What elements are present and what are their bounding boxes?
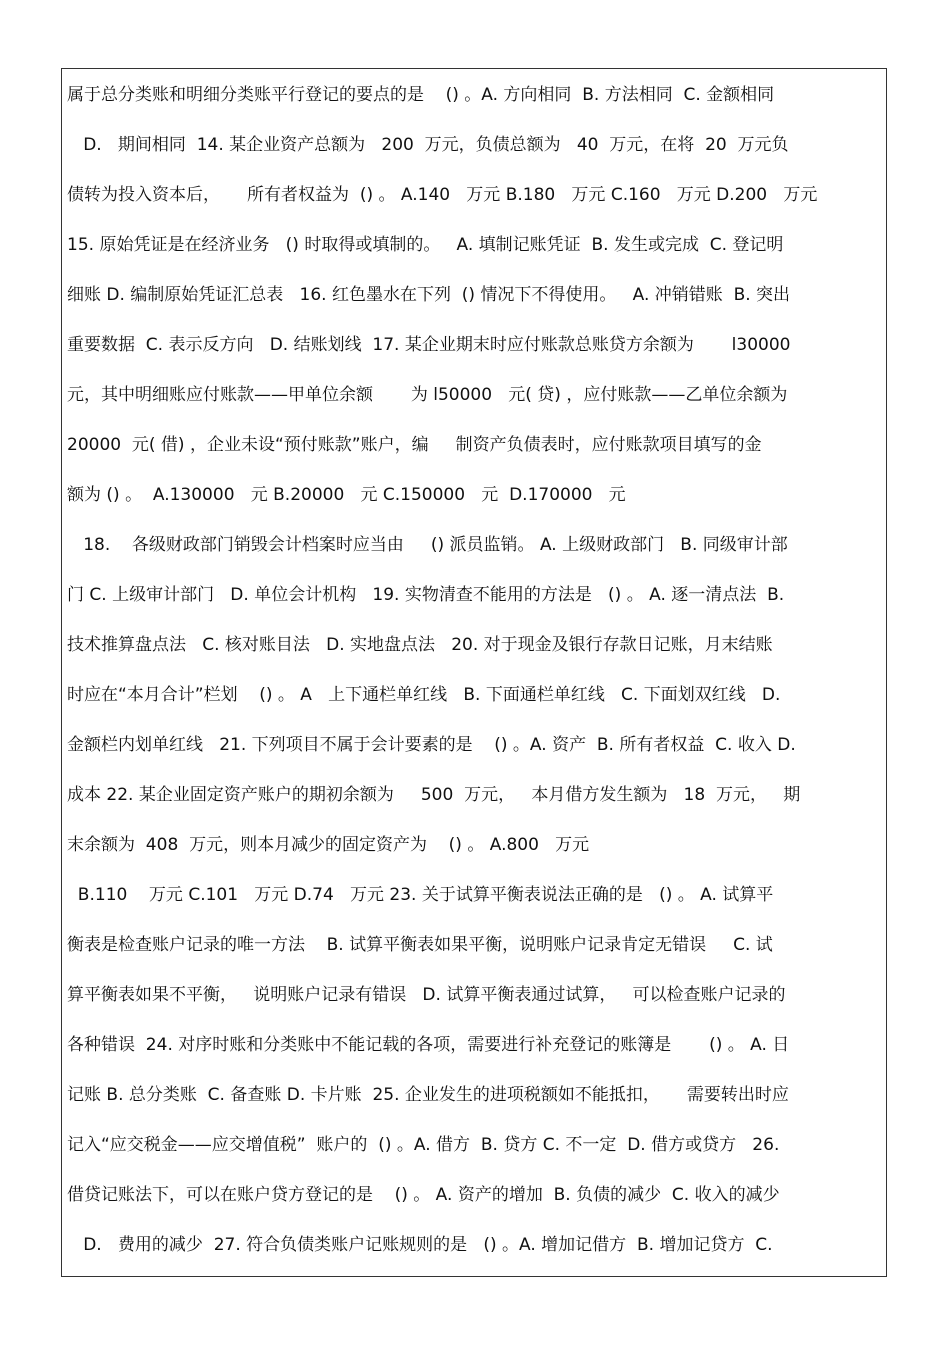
text-line: 各种错误 24. 对序时账和分类账中不能记载的各项，需要进行补充登记的账簿是 () 。 A. 日 <box>67 1035 790 1055</box>
text-line: 20000 元( 借) ，企业未设“预付账款”账户，编 制资产负债表时，应付账款项目填写的金 <box>67 435 762 455</box>
document-text <box>67 70 885 1270</box>
text-line: D. 费用的减少 27. 符合负债类账户记账规则的是 () 。A. 增加记借方 B. 增加记贷方 C. <box>67 1235 773 1255</box>
text-line: 借贷记账法下，可以在账户贷方登记的是 () 。 A. 资产的增加 B. 负债的减少 C. 收入的减少 <box>67 1185 780 1205</box>
text-line: 元，其中明细账应付账款——甲单位余额 为 l50000 元( 贷) ，应付账款——乙单位余额为 <box>67 385 788 405</box>
text-line: 衡表是检查账户记录的唯一方法 B. 试算平衡表如果平衡，说明账户记录肯定无错误 C. 试 <box>67 935 773 955</box>
text-line: 金额栏内划单红线 21. 下列项目不属于会计要素的是 () 。A. 资产 B. 所有者权益 C. 收入 D. <box>67 735 796 755</box>
text-line: 属于总分类账和明细分类账平行登记的要点的是 () 。A. 方向相同 B. 方法相同 C. 金额相同 <box>67 85 775 105</box>
text-line: 时应在“本月合计”栏划 () 。 A 上下通栏单红线 B. 下面通栏单红线 C. 下面划双红线 D. <box>67 685 781 705</box>
text-line: D. 期间相同 14. 某企业资产总额为 200 万元，负债总额为 40 万元，在将 20 万元负 <box>67 135 789 155</box>
text-line: 成本 22. 某企业固定资产账户的期初余额为 500 万元， 本月借方发生额为 18 万元， 期 <box>67 785 801 805</box>
text-line: 记入“应交税金——应交增值税” 账户的 () 。A. 借方 B. 贷方 C. 不一定 D. 借方或贷方 26. <box>67 1135 780 1155</box>
text-line: 重要数据 C. 表示反方向 D. 结账划线 17. 某企业期末时应付账款总账贷方余额为 l30000 <box>67 335 791 355</box>
text-line: 15. 原始凭证是在经济业务 () 时取得或填制的。 A. 填制记账凭证 B. 发生或完成 C. 登记明 <box>67 235 784 255</box>
text-line: 额为 () 。 A.130000 元 B.20000 元 C.150000 元 D.170000 元 <box>67 485 626 505</box>
text-line: 门 C. 上级审计部门 D. 单位会计机构 19. 实物清查不能用的方法是 () 。 A. 逐一清点法 B. <box>67 585 785 605</box>
text-line: 技术推算盘点法 C. 核对账目法 D. 实地盘点法 20. 对于现金及银行存款日记账，月末结账 <box>67 635 773 655</box>
text-line: 算平衡表如果不平衡， 说明账户记录有错误 D. 试算平衡表通过试算， 可以检查账户记录的 <box>67 985 786 1005</box>
text-line: 记账 B. 总分类账 C. 备查账 D. 卡片账 25. 企业发生的进项税额如不能抵扣， 需要转出时应 <box>67 1085 789 1105</box>
text-line: 末余额为 408 万元，则本月减少的固定资产为 () 。 A.800 万元 <box>67 835 590 855</box>
text-line: B.110 万元 C.101 万元 D.74 万元 23. 关于试算平衡表说法正确的是 () 。 A. 试算平 <box>67 885 774 905</box>
text-line: 细账 D. 编制原始凭证汇总表 16. 红色墨水在下列 () 情况下不得使用。 A. 冲销错账 B. 突出 <box>67 285 791 305</box>
text-line: 债转为投入资本后， 所有者权益为 () 。 A.140 万元 B.180 万元 C.160 万元 D.200 万元 <box>67 185 818 205</box>
text-line: 18. 各级财政部门销毁会计档案时应当由 () 派员监销。 A. 上级财政部门 B. 同级审计部 <box>67 535 788 555</box>
